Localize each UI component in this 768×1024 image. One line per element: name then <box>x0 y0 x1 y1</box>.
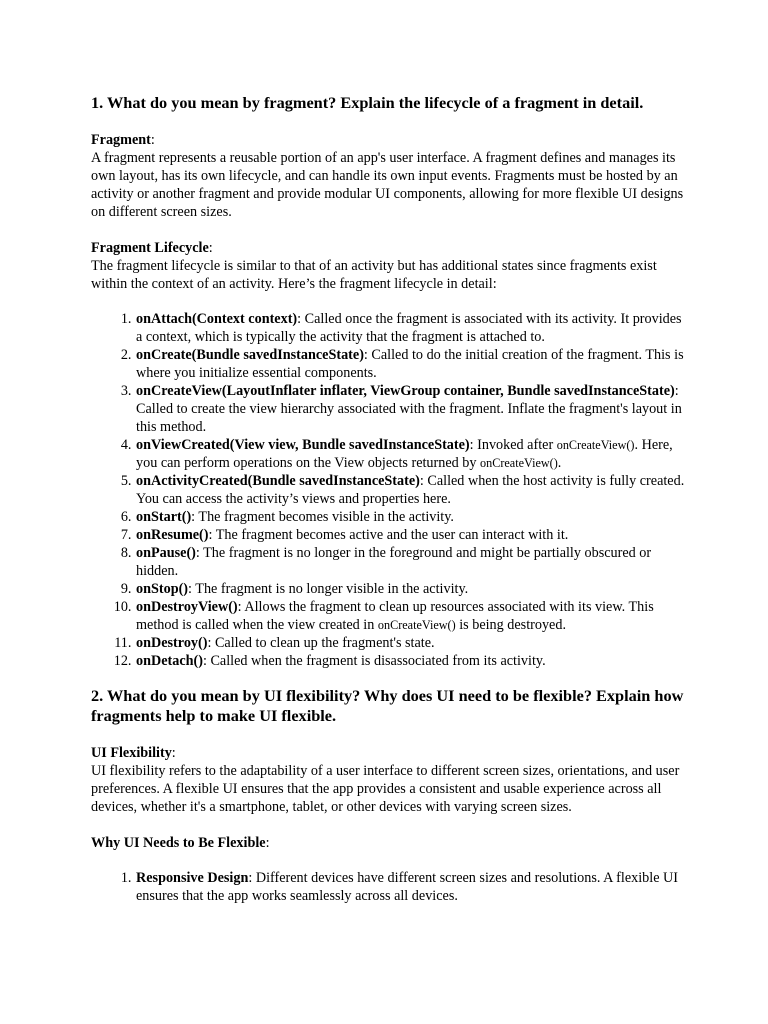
question-2-title: 2. What do you mean by UI flexibility? Why does UI need to be flexible? Explain how fragments help to make UI flexible. <box>91 685 684 725</box>
list-item: 5. onActivityCreated(Bundle savedInstanceState): Called when the host activity is fully created. You can access the activity’s views and properties here. <box>135 472 688 508</box>
list-item: 2. onCreate(Bundle savedInstanceState): Called to do the initial creation of the fragment. This is where you initialize essential components. <box>135 346 688 382</box>
inline-code: onCreateView() <box>480 455 558 470</box>
list-item: 3. onCreateView(LayoutInflater inflater, ViewGroup container, Bundle savedInstanceState): Called to create the view hierarchy associated with the fragment. Inflate the fragment's layout in this method. <box>135 382 688 436</box>
list-item: 1. onAttach(Context context): Called once the fragment is associated with its activity. It provides a context, which is typically the activity that the fragment is attached to. <box>135 310 688 346</box>
ui-flexibility-paragraph: UI flexibility refers to the adaptability of a user interface to different screen sizes, orientations, and user preferences. A flexible UI ensures that the app provides a consistent and usable experience across all devices, whether it's a smartphone, tablet, or other devices with varying screen sizes. <box>91 762 680 815</box>
fragment-paragraph: A fragment represents a reusable portion of an app's user interface. A fragment defines and manages its own layout, has its own lifecycle, and can handle its own input events. Fragments must be hosted by an activity or another fragment and provide modular UI components, allowing for more flexible UI designs on different screen sizes. <box>91 149 684 220</box>
list-item: 1. Responsive Design: Different devices have different screen sizes and resolutions. A flexible UI ensures that the app works seamlessly across all devices. <box>135 869 688 905</box>
list-item: 4. onViewCreated(View view, Bundle savedInstanceState): Invoked after onCreateView(). Here, you can perform operations on the View objects returned by onCreateView(). <box>135 436 688 472</box>
lifecycle-list <box>91 310 688 670</box>
list-item: 7. onResume(): The fragment becomes active and the user can interact with it. <box>135 526 688 544</box>
inline-code: onCreateView() <box>377 617 456 632</box>
list-item: 11. onDestroy(): Called to clean up the fragment's state. <box>135 634 688 652</box>
lifecycle-paragraph: The fragment lifecycle is similar to that of an activity but has additional states since fragments exist within the context of an activity. Here’s the fragment lifecycle in detail: <box>91 257 657 292</box>
list-item: 6. onStart(): The fragment becomes visible in the activity. <box>135 508 688 526</box>
question-1-title: 1. What do you mean by fragment? Explain the lifecycle of a fragment in detail. <box>91 93 644 112</box>
why-flexible-heading: Why UI Needs to Be Flexible: <box>91 834 270 851</box>
fragment-heading: Fragment: <box>91 131 155 148</box>
inline-code: onCreateView() <box>556 437 635 452</box>
list-item: 10. onDestroyView(): Allows the fragment to clean up resources associated with its view. This method is called when the view created in onCreateView() is being destroyed. <box>135 598 688 634</box>
list-item: 8. onPause(): The fragment is no longer in the foreground and might be partially obscured or hidden. <box>135 544 688 580</box>
ui-flexibility-heading: UI Flexibility: <box>91 744 176 761</box>
list-item: 12. onDetach(): Called when the fragment is disassociated from its activity. <box>135 652 688 670</box>
lifecycle-heading: Fragment Lifecycle: <box>91 239 213 256</box>
why-flexible-list <box>91 869 688 905</box>
list-item: 9. onStop(): The fragment is no longer visible in the activity. <box>135 580 688 598</box>
